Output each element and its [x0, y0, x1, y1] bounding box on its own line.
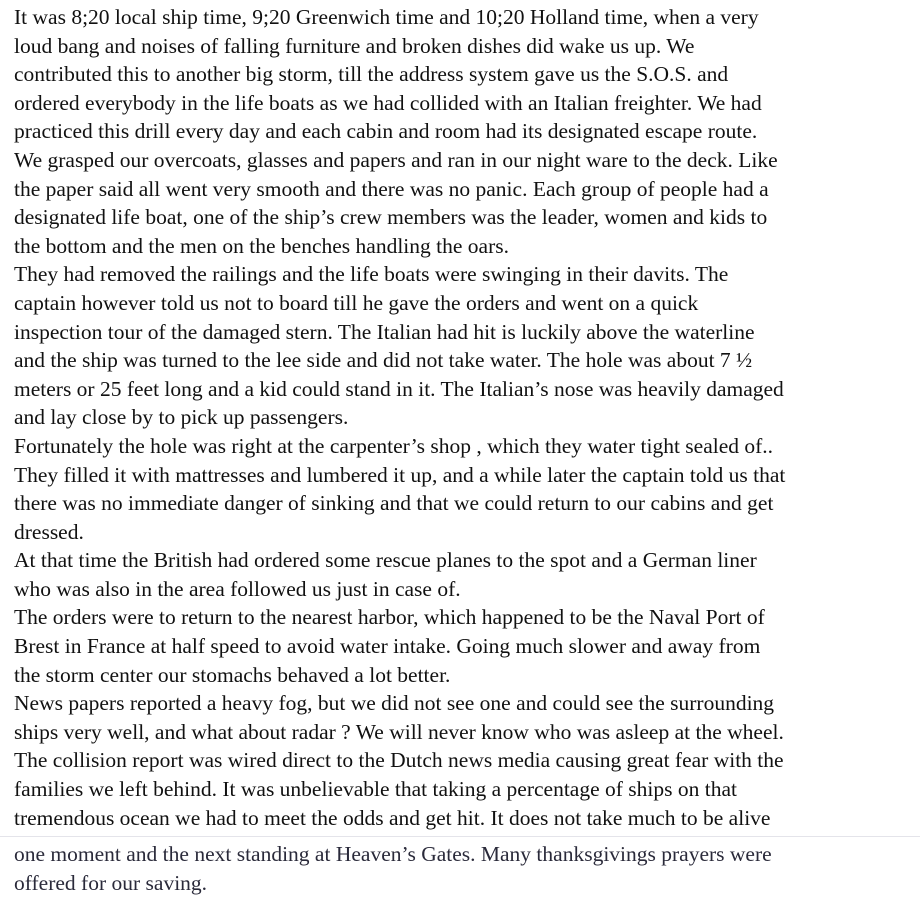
document-tail — [14, 840, 914, 897]
text-line: the paper said all went very smooth and there was no panic. Each group of people had a — [14, 176, 769, 201]
text-line: loud bang and noises of falling furniture and broken dishes did wake us up. We — [14, 33, 695, 58]
text-line: one moment and the next standing at Heaven’s Gates. Many thanksgivings prayers were — [14, 842, 772, 866]
text-line: ships very well, and what about radar ? We will never know who was asleep at the wheel. — [14, 719, 784, 744]
document-body — [14, 3, 914, 832]
text-line: practiced this drill every day and each cabin and room had its designated escape route. — [14, 119, 758, 144]
text-line: and the ship was turned to the lee side and did not take water. The hole was about 7 ½ — [14, 348, 753, 373]
text-line: The orders were to return to the nearest harbor, which happened to be the Naval Port of — [14, 605, 765, 630]
text-line: They had removed the railings and the life boats were swinging in their davits. The — [14, 262, 729, 287]
text-line: designated life boat, one of the ship’s crew members was the leader, women and kids to — [14, 205, 768, 230]
text-line: The collision report was wired direct to the Dutch news media causing great fear with the — [14, 748, 784, 773]
scan-seam-divider — [0, 836, 920, 837]
text-line: It was 8;20 local ship time, 9;20 Greenwich time and 10;20 Holland time, when a very — [14, 5, 759, 29]
text-line: captain however told us not to board till he gave the orders and went on a quick — [14, 290, 699, 315]
text-line: They filled it with mattresses and lumbered it up, and a while later the captain told us that — [14, 462, 786, 487]
text-line: Fortunately the hole was right at the carpenter’s shop , which they water tight sealed of.. — [14, 433, 774, 458]
text-line: families we left behind. It was unbelievable that taking a percentage of ships on that — [14, 777, 738, 802]
text-line: ordered everybody in the life boats as we had collided with an Italian freighter. We had — [14, 90, 762, 115]
text-line: contributed this to another big storm, till the address system gave us the S.O.S. and — [14, 62, 729, 87]
text-line: Brest in France at half speed to avoid water intake. Going much slower and away from — [14, 634, 761, 659]
text-line: We grasped our overcoats, glasses and papers and ran in our night ware to the deck. Like — [14, 147, 778, 172]
text-line: offered for our saving. — [14, 870, 208, 895]
text-line: News papers reported a heavy fog, but we did not see one and could see the surrounding — [14, 691, 775, 716]
text-line: the storm center our stomachs behaved a lot better. — [14, 662, 451, 687]
text-line: tremendous ocean we had to meet the odds and get hit. It does not take much to be alive — [14, 805, 771, 830]
text-line: meters or 25 feet long and a kid could stand in it. The Italian’s nose was heavily damaged — [14, 376, 784, 401]
text-line: the bottom and the men on the benches handling the oars. — [14, 233, 509, 258]
text-line: inspection tour of the damaged stern. The Italian had hit is luckily above the waterline — [14, 319, 755, 344]
text-line: who was also in the area followed us just in case of. — [14, 576, 461, 601]
text-line: and lay close by to pick up passengers. — [14, 405, 349, 430]
text-line: At that time the British had ordered some rescue planes to the spot and a German liner — [14, 548, 757, 573]
text-line: dressed. — [14, 519, 84, 544]
text-line: there was no immediate danger of sinking and that we could return to our cabins and get — [14, 491, 774, 516]
